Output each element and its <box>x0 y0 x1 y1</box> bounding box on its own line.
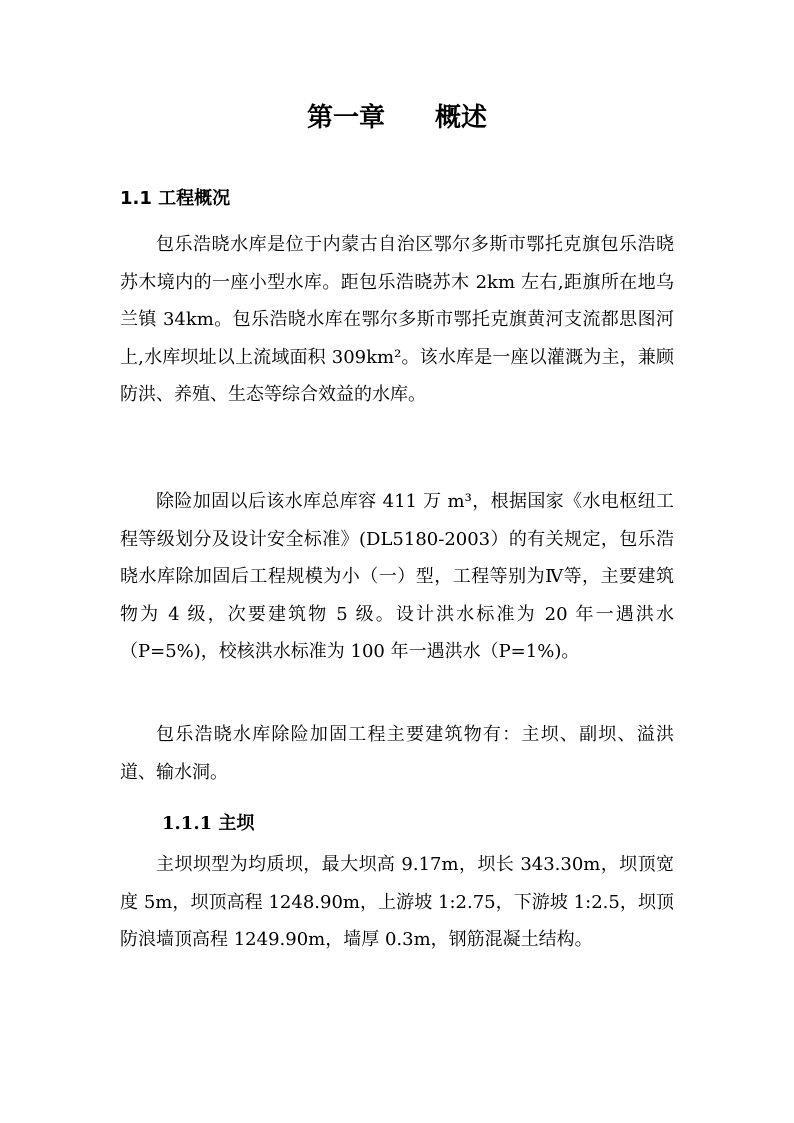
paragraph-main-dam: 主坝坝型为均质坝，最大坝高 9.17m，坝长 343.30m，坝顶宽度 5m，坝顶高程 1248.90m，上游坡 1:2.75，下游坡 1:2.5，坝顶防浪墙顶高程 1249.90m，墙厚 0.3m，钢筋混凝土结构。 <box>120 854 674 950</box>
paragraph-project-grade: 除险加固以后该水库总库容 411 万 m³，根据国家《水电枢纽工程等级划分及设计安全标准》(DL5180-2003）的有关规定，包乐浩晓水库除加固后工程规模为小（一）型，工程等别为Ⅳ等，主要建筑物为 4 级，次要建筑物 5 级。设计洪水标准为 20 年一遇洪水（P=5%)，校核洪水标准为 100 年一遇洪水（P=1%)。 <box>120 491 674 662</box>
paragraph-main-structures: 包乐浩晓水库除险加固工程主要建筑物有：主坝、副坝、溢洪道、输水洞。 <box>120 724 674 783</box>
chapter-title <box>0 100 794 136</box>
section-heading: 1.1 工程概况 <box>120 188 231 209</box>
paragraph-project-location: 包乐浩晓水库是位于内蒙古自治区鄂尔多斯市鄂托克旗包乐浩晓苏木境内的一座小型水库。距包乐浩晓苏木 2km 左右,距旗所在地乌兰镇 34km。包乐浩晓水库在鄂尔多斯市鄂托克旗黄河支流都思图河上,水库坝址以上流域面积 309km²。该水库是一座以灌溉为主，兼顾防洪、养殖、生态等综合效益的水库。 <box>120 234 674 405</box>
chapter-name: 概述 <box>435 103 488 133</box>
chapter-number: 第一章 <box>306 103 385 133</box>
subsection-heading: 1.1.1 主坝 <box>162 813 255 834</box>
